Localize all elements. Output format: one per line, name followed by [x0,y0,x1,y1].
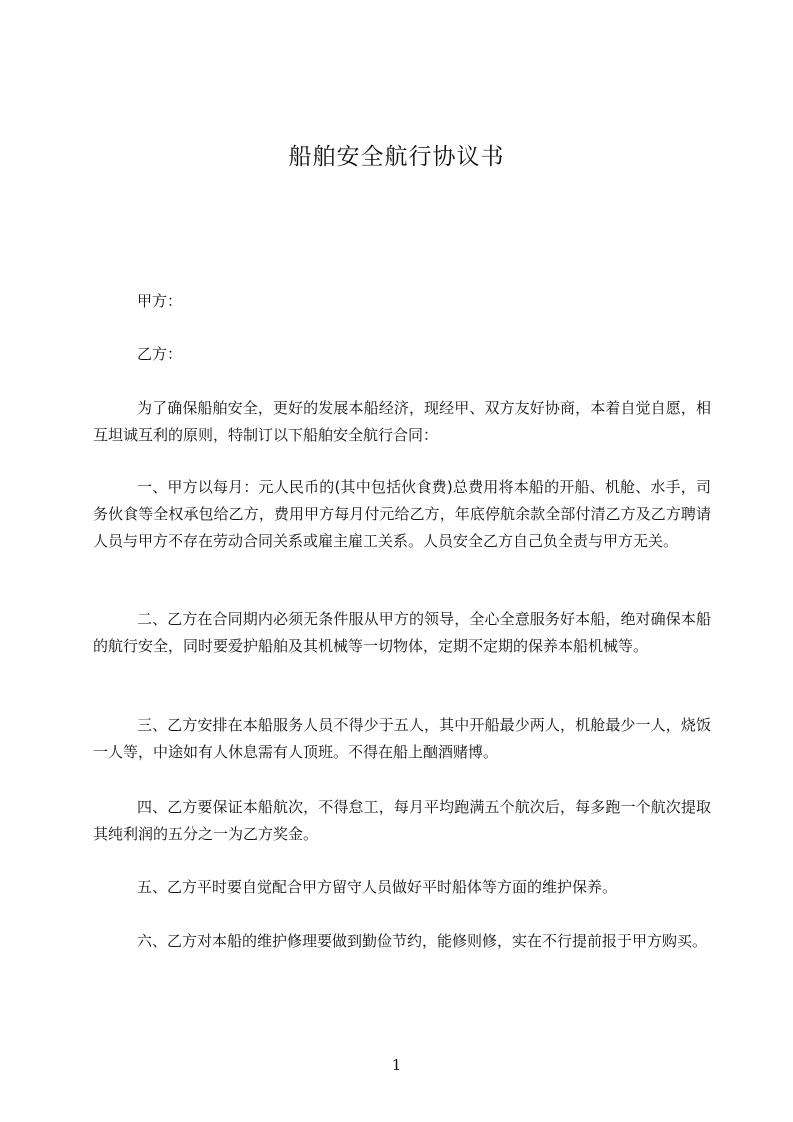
clause-6: 六、乙方对本船的维护修理要做到勤俭节约，能修则修，实在不行提前报于甲方购买。 [137,932,708,950]
page-number: 1 [391,1056,402,1074]
clause-3: 三、乙方安排在本船服务人员不得少于五人，其中开船最少两人，机舱最少一人，烧饭一人等，中途如有人休息需有人顶班。不得在船上酗酒赌博。 [93,716,711,761]
party-a-label: 甲方： [137,292,183,310]
party-b-label: 乙方： [137,345,183,363]
clause-1: 一、甲方以每月：元人民币的(其中包括伙食费)总费用将本船的开船、机舱、水手，司务伙食等全权承包给乙方，费用甲方每月付元给乙方，年底停航余款全部付清乙方及乙方聘请人员与甲方不存在劳动合同关系或雇主雇工关系。人员安全乙方自己负全责与甲方无关。 [93,478,711,550]
intro-paragraph: 为了确保船舶安全，更好的发展本船经济，现经甲、双方友好协商，本着自觉自愿，相互坦诚互利的原则，特制订以下船舶安全航行合同： [93,399,711,444]
clause-4: 四、乙方要保证本船航次，不得怠工，每月平均跑满五个航次后，每多跑一个航次提取其纯利润的五分之一为乙方奖金。 [93,798,711,843]
clause-5: 五、乙方平时要自觉配合甲方留守人员做好平时船体等方面的维护保养。 [137,878,618,896]
clause-2: 二、乙方在合同期内必须无条件服从甲方的领导，全心全意服务好本船，绝对确保本船的航行安全，同时要爱护船舶及其机械等一切物体，定期不定期的保养本船机械等。 [93,610,711,655]
document-title: 船舶安全航行协议书 [288,144,505,170]
